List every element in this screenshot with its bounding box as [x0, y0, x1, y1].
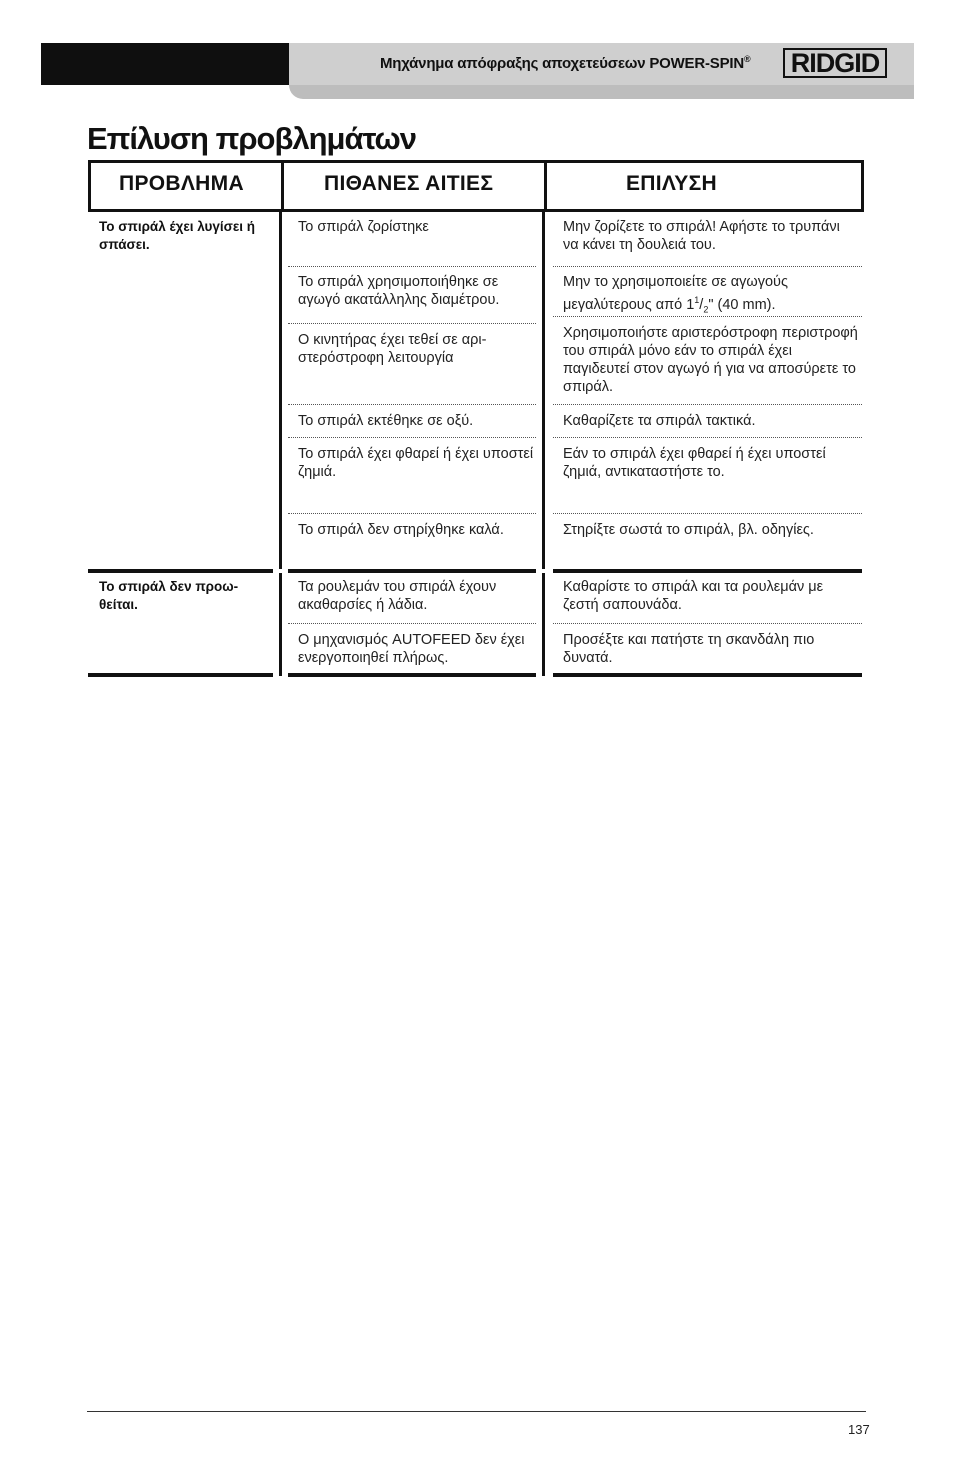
- section-rule: [88, 569, 273, 573]
- section-rule: [553, 569, 862, 573]
- solution-text: Καθαρίστε το σπιράλ και τα ρουλεμάν με ζεστή σαπουνάδα.: [563, 579, 824, 613]
- page-number: 137: [848, 1422, 870, 1437]
- column-rule: [542, 212, 545, 569]
- table-header: [88, 160, 864, 212]
- problem-text: Το σπιράλ έχει λυγίσει ή σπάσει.: [99, 219, 256, 252]
- column-rule: [279, 212, 282, 569]
- header-solution: ΕΠΙΛΥΣΗ: [626, 172, 717, 195]
- bottom-rule: [553, 673, 862, 677]
- fraction-numerator: 1: [694, 295, 700, 305]
- registered-mark: ®: [744, 54, 751, 64]
- solution-text: Μην ζορίζετε το σπιράλ! Αφήστε το τρυπάνι να κάνει τη δουλειά του.: [563, 219, 840, 253]
- solution-text: Καθαρίζετε τα σπιράλ τακτικά.: [563, 413, 756, 429]
- cause-text: Τα ρουλεμάν του σπιράλ έχουν ακαθαρσίες ή λάδια.: [298, 579, 497, 613]
- cause-text: Το σπιράλ χρησιμοποιήθηκε σε αγωγό ακατάλληλης διαμέτρου.: [298, 274, 500, 308]
- dotted-separator: [553, 266, 862, 267]
- cause-text: Το σπιράλ έχει φθαρεί ή έχει υποστεί ζημιά.: [298, 446, 534, 480]
- dotted-separator: [553, 437, 862, 438]
- problem-text: Το σπιράλ δεν προω-θείται.: [99, 579, 239, 612]
- dotted-separator: [288, 437, 536, 438]
- dotted-separator: [288, 266, 536, 267]
- solution-text: Στηρίξτε σωστά το σπιράλ, βλ. οδηγίες.: [563, 522, 814, 538]
- solution-text: Μην το χρησιμοποιείτε σε αγωγούς μεγαλύτερους από $1^1/_2$" (40 mm).: [563, 274, 788, 315]
- dotted-separator: [553, 404, 862, 405]
- section-rule: [288, 569, 536, 573]
- header-causes: ΠΙΘΑΝΕΣ ΑΙΤΙΕΣ: [324, 172, 494, 195]
- header-problem: ΠΡΟΒΛΗΜΑ: [119, 172, 244, 195]
- solution-text: Προσέξτε και πατήστε τη σκανδάλη πιο δυνατά.: [563, 632, 815, 666]
- dotted-separator: [288, 323, 536, 324]
- cause-text: Το σπιράλ ζορίστηκε: [298, 219, 429, 235]
- page-title: Επίλυση προβλημάτων: [87, 121, 416, 156]
- bottom-rule: [288, 673, 536, 677]
- ridgid-logo: [783, 48, 887, 78]
- column-rule: [279, 573, 282, 676]
- bottom-rule: [88, 673, 273, 677]
- cause-text: Ο μηχανισμός AUTOFEED δεν έχει ενεργοποιηθεί πλήρως.: [298, 632, 525, 666]
- solution-text: Χρησιμοποιήστε αριστερόστροφη περιστροφή του σπιράλ μόνο εάν το σπιράλ έχει παγιδευτεί στον αγωγό ή για να αποσύρετε το σπιράλ.: [563, 325, 858, 395]
- header-divider: [544, 163, 547, 209]
- column-rule: [542, 573, 545, 676]
- dotted-separator: [288, 513, 536, 514]
- fraction-denominator: 2: [703, 304, 709, 315]
- dotted-separator: [288, 623, 536, 624]
- header-black-band: [41, 43, 289, 85]
- header-title: Μηχάνημα απόφραξης αποχετεύσεων POWER-SPIN®: [380, 54, 751, 72]
- header-divider: [281, 163, 284, 209]
- footer-rule: [87, 1411, 866, 1412]
- header-grey-strip: [289, 85, 914, 99]
- cause-text: Ο κινητήρας έχει τεθεί σε αρι-στερόστροφη λειτουργία: [298, 332, 487, 366]
- cause-text: Το σπιράλ εκτέθηκε σε οξύ.: [298, 413, 474, 429]
- brand-logo-text: RIDGID: [790, 48, 880, 78]
- dotted-separator: [553, 623, 862, 624]
- dotted-separator: [553, 513, 862, 514]
- cause-text: Το σπιράλ δεν στηρίχθηκε καλά.: [298, 522, 504, 538]
- dotted-separator: [288, 404, 536, 405]
- solution-text: Εάν το σπιράλ έχει φθαρεί ή έχει υποστεί ζημιά, αντικαταστήστε το.: [563, 446, 826, 480]
